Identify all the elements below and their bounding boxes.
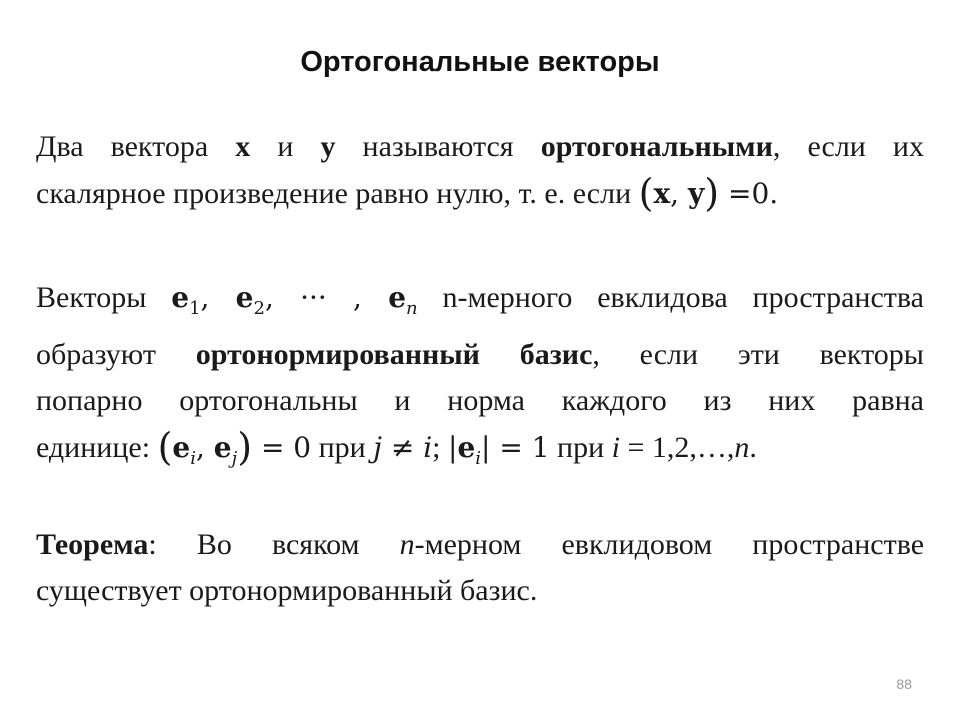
vector-x: x xyxy=(235,130,251,163)
definition-line-2: скалярное произведение равно нулю, т. е. если (x, y) =0. xyxy=(36,171,779,215)
orthonormality-formula: ($e_i$, $e_j) = 0$ xyxy=(157,425,312,469)
theorem-line-1: Теорема: Во всяком n-мерном евклидовом пространстве xyxy=(36,528,925,561)
definition-line-1: Два вектора x и y называются ортогональными, если их xyxy=(36,130,924,163)
norm-formula: $|e_i| = 1$ xyxy=(448,431,550,469)
theorem-label: Теорема xyxy=(36,528,149,561)
orthonormal-basis-definition xyxy=(36,275,924,482)
basis-line-4: единице: ($e_i$, $e_j) = 0$ при j ≠ i; $|e_i| = 1$ при i = 1,2,…,n. xyxy=(36,425,757,469)
orthogonality-definition xyxy=(36,124,924,217)
basis-vectors-formula: $e_1$, $e_2$, ··· , $e_n$ xyxy=(171,281,418,319)
basis-line-3: попарно ортогональны и норма каждого из них равна xyxy=(36,384,924,417)
slide-title: Ортогональные векторы xyxy=(300,46,660,78)
basis-line-1: Векторы $e_1$, $e_2$, ··· , $e_n$ n-мерного евклидова пространства xyxy=(36,281,924,319)
scalar-product-formula: (x, y) =0. xyxy=(638,171,779,215)
page-number: 88 xyxy=(896,676,912,692)
theorem-statement xyxy=(36,522,924,614)
vector-y: y xyxy=(320,130,336,163)
term-orthonormal-basis: ортонормированный базис xyxy=(195,338,593,371)
term-orthogonal: ортогональными xyxy=(540,130,773,163)
basis-line-2: образуют ортонормированный базис, если эти векторы xyxy=(36,338,924,371)
theorem-line-2: существует ортонормированный базис. xyxy=(36,574,538,607)
